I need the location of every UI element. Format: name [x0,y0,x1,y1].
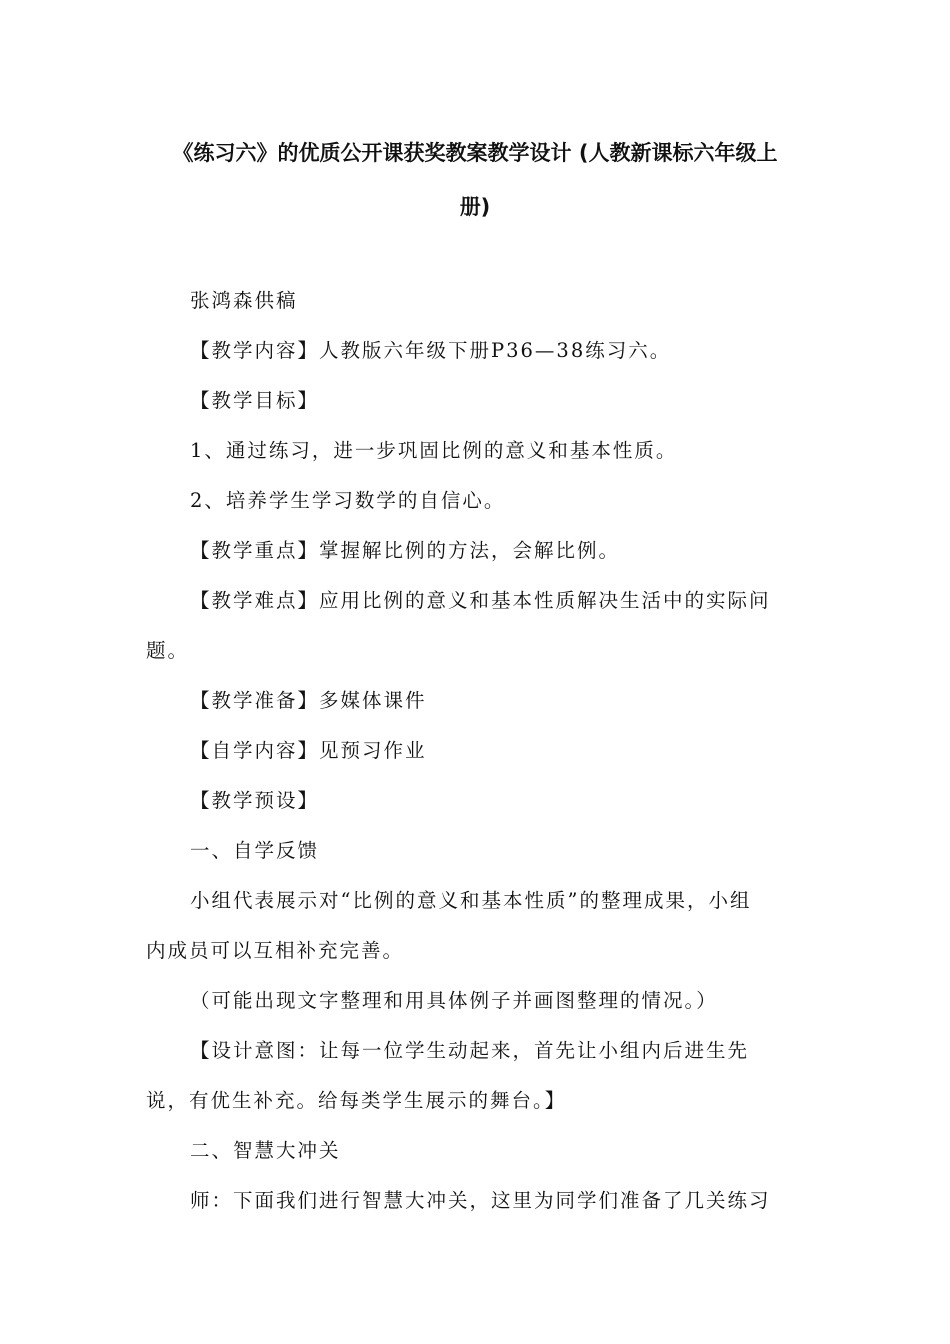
teaching-preparation: 【教学准备】多媒体课件 [190,689,427,712]
paragraph-3: 师：下面我们进行智慧大冲关，这里为同学们准备了几关练习 [190,1189,771,1212]
teaching-difficulty-line-2: 题。 [146,639,190,662]
section-heading-1: 一、自学反馈 [190,839,320,862]
document-title [130,126,820,234]
author-line: 张鸿森供稿 [190,289,298,312]
self-study-content: 【自学内容】见预习作业 [190,739,427,762]
teaching-difficulty-line-1: 【教学难点】应用比例的意义和基本性质解决生活中的实际问 [190,589,771,612]
title-line-2: 册) [459,195,491,219]
design-intent-line-1: 【设计意图：让每一位学生动起来，首先让小组内后进生先 [190,1039,750,1062]
paragraph-1-line-2: 内成员可以互相补充完善。 [146,939,405,962]
section-heading-2: 二、智慧大冲关 [190,1139,341,1162]
paragraph-1-line-1: 小组代表展示对“比例的意义和基本性质”的整理成果，小组 [190,889,752,912]
goal-item-1: 1、通过练习，进一步巩固比例的意义和基本性质。 [190,439,678,462]
title-line-1: 《练习六》的优质公开课获奖教案教学设计 (人教新课标六年级上 [172,141,778,165]
teaching-content: 【教学内容】人教版六年级下册P36—38练习六。 [190,339,672,362]
design-intent-line-2: 说，有优生补充。给每类学生展示的舞台。】 [146,1089,567,1112]
teaching-plan-heading: 【教学预设】 [190,789,320,812]
teaching-key-point: 【教学重点】掌握解比例的方法，会解比例。 [190,539,621,562]
goal-item-2: 2、培养学生学习数学的自信心。 [190,489,506,512]
teaching-goals-heading: 【教学目标】 [190,389,320,412]
paragraph-2: （可能出现文字整理和用具体例子并画图整理的情况。） [190,989,718,1012]
